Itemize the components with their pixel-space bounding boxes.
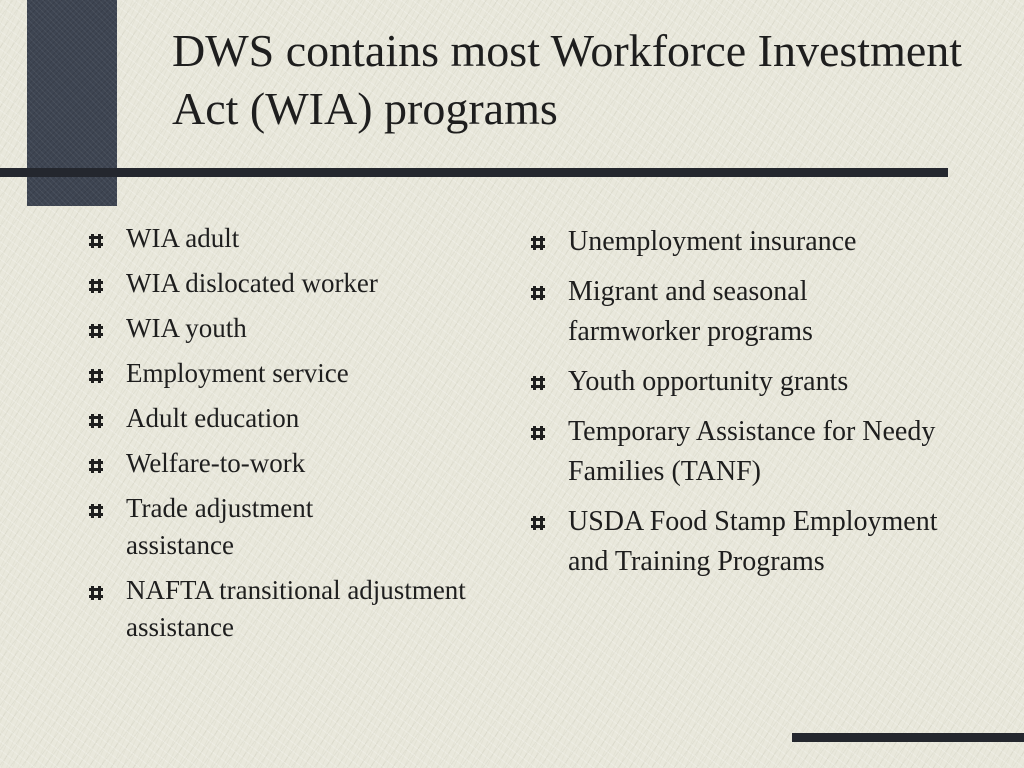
bullet-icon — [88, 413, 104, 429]
bullet-icon — [88, 458, 104, 474]
list-item — [530, 502, 978, 582]
list-item — [530, 362, 950, 402]
list-item-label: Unemployment insurance — [568, 226, 857, 257]
bullet-icon — [88, 503, 104, 519]
title-underline-rule — [0, 168, 948, 177]
bullet-icon — [530, 515, 546, 531]
list-item — [88, 265, 468, 302]
bullet-icon — [530, 425, 546, 441]
list-item-label: Employment service — [126, 358, 349, 388]
list-item — [88, 572, 466, 646]
list-item-label: Adult education — [126, 403, 300, 433]
bullet-icon — [530, 285, 546, 301]
bullet-icon — [88, 278, 104, 294]
list-item-label: WIA dislocated worker — [126, 268, 378, 298]
list-item-label: Trade adjustment assistance — [126, 493, 314, 560]
list-item — [88, 445, 468, 482]
list-item-label: USDA Food Stamp Employment and Training Programs — [568, 506, 938, 577]
list-item-label: Migrant and seasonal farmworker programs — [568, 276, 813, 347]
list-item — [88, 355, 468, 392]
list-item-label: Welfare-to-work — [126, 448, 306, 478]
list-item — [530, 412, 968, 492]
list-item-label: Youth opportunity grants — [568, 366, 849, 397]
list-item — [88, 490, 386, 564]
list-item-label: WIA youth — [126, 313, 247, 343]
bullet-icon — [88, 368, 104, 384]
bullet-icon — [530, 235, 546, 251]
bullet-icon — [88, 323, 104, 339]
right-bullet-list — [530, 222, 950, 592]
bottom-accent-rule — [792, 733, 1024, 742]
list-item-label: Temporary Assistance for Needy Families (TANF) — [568, 416, 936, 487]
list-item — [530, 272, 888, 352]
list-item-label: WIA adult — [126, 223, 240, 253]
left-bullet-list — [88, 220, 468, 654]
bullet-icon — [88, 585, 104, 601]
list-item — [88, 310, 468, 347]
slide-title: DWS contains most Workforce Investment Act (WIA) programs — [172, 25, 963, 134]
list-item — [88, 220, 468, 257]
bullet-icon — [530, 375, 546, 391]
list-item — [530, 222, 950, 262]
bullet-icon — [88, 233, 104, 249]
list-item-label: NAFTA transitional adjustment assistance — [126, 575, 466, 642]
list-item — [88, 400, 468, 437]
